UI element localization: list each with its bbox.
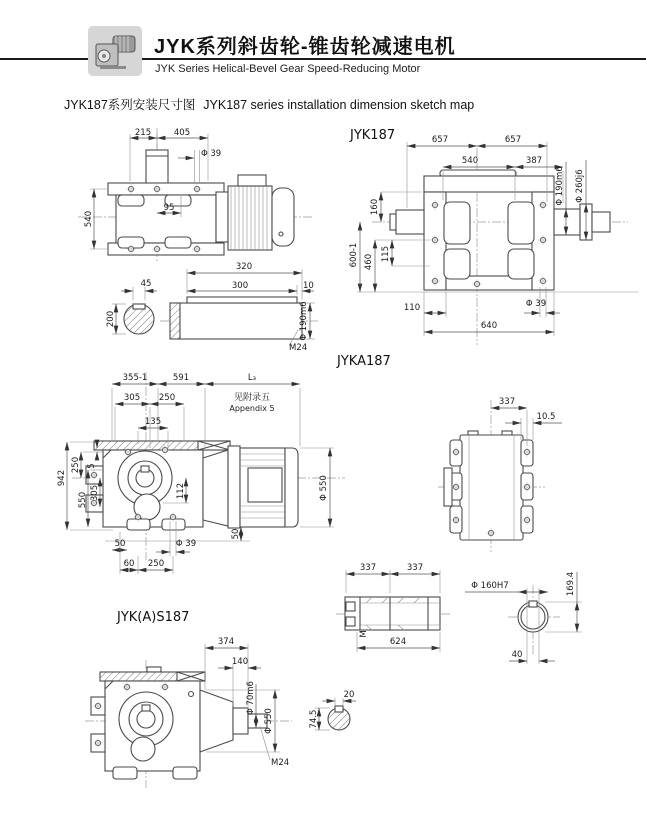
dim-label: 95 — [163, 203, 175, 213]
dim-label: 160 — [370, 198, 380, 216]
dim-label: 250 — [71, 456, 81, 474]
thread-label: M24 — [289, 343, 308, 353]
dim-label: 600-1 — [349, 242, 359, 268]
dim-label: 200 — [106, 310, 116, 328]
dim-label: 374 — [217, 637, 235, 647]
dim-label: Φ 70m6 — [246, 681, 256, 715]
section-heading-en: JYK187 series installation dimension sketch map — [203, 98, 475, 112]
dim-label: 624 — [389, 637, 407, 647]
dim-label: 305 — [90, 484, 100, 502]
drawing-jyka187 — [57, 354, 391, 574]
dim-label: 337 — [406, 563, 424, 573]
dim-label: 540 — [461, 156, 479, 166]
page-subtitle: JYK Series Helical-Bevel Gear Speed-Reducing Motor — [155, 63, 421, 75]
drawing-title: JYK(A)S187 — [117, 610, 190, 625]
dim-label: Φ 190m6 — [555, 166, 565, 206]
drawing-rear-view — [438, 397, 562, 552]
dim-label: 387 — [525, 156, 543, 166]
dim-label: 10.5 — [536, 412, 556, 422]
thread-label: M — [359, 630, 369, 638]
thread-label: M24 — [271, 758, 290, 768]
dim-label: 540 — [84, 210, 94, 228]
dim-label: 300 — [231, 281, 249, 291]
dim-label: 657 — [431, 135, 449, 145]
dim-label: 337 — [498, 397, 516, 407]
dim-label: 74.5 — [309, 709, 319, 729]
appendix-note-zh: 见附录五 — [233, 393, 271, 403]
dim-label: 337 — [359, 563, 377, 573]
dim-label: Φ 190m6 — [299, 301, 309, 341]
dim-label: 40 — [511, 650, 523, 660]
drawing-key-detail — [309, 690, 356, 730]
dim-label: 942 — [57, 469, 67, 487]
dim-label: 140 — [231, 657, 249, 667]
drawing-side-view — [78, 128, 312, 262]
drawing-shaft-assembly — [336, 563, 582, 664]
dim-label: Φ 260j6 — [575, 169, 585, 203]
dim-label: 405 — [173, 128, 191, 138]
drawing-title: JYKA187 — [337, 354, 391, 369]
dim-label: 460 — [364, 253, 374, 271]
dim-label: 640 — [480, 321, 498, 331]
dim-label: 169.4 — [566, 571, 576, 597]
drawing-jyk187 — [349, 128, 638, 345]
drawing-jykas187 — [85, 610, 292, 788]
dim-label: 657 — [504, 135, 522, 145]
dim-label: 112 — [176, 482, 186, 500]
dim-label: Φ 39 — [525, 299, 547, 309]
dim-label: Φ 160H7 — [471, 581, 509, 591]
dim-label: 135 — [144, 417, 162, 427]
dim-label: Φ 39 — [175, 539, 197, 549]
dim-label: Φ 39 — [201, 149, 222, 159]
dim-label: 355-1 — [122, 373, 148, 383]
dim-label: 305 — [123, 393, 141, 403]
dim-label: 20 — [343, 690, 355, 700]
dim-label: 550 — [78, 491, 88, 509]
dim-label: 215 — [134, 128, 152, 138]
dim-label: 115 — [381, 245, 391, 263]
appendix-note-en: Appendix 5 — [229, 404, 275, 413]
dim-label: 50 — [231, 528, 241, 540]
dim-label: 5 — [87, 463, 97, 469]
drawing-shaft-detail — [106, 262, 318, 353]
dim-label: Φ 550 — [264, 708, 274, 734]
dim-label: L₃ — [247, 373, 257, 383]
dim-label: 45 — [140, 279, 152, 289]
dim-label: 250 — [147, 559, 165, 569]
page-title: JYK系列斜齿轮-锥齿轮减速电机 — [154, 36, 456, 58]
dim-label: 320 — [235, 262, 253, 272]
dim-label: 60 — [123, 559, 135, 569]
drawing-title: JYK187 — [350, 128, 396, 143]
dim-label: 250 — [158, 393, 176, 403]
section-heading-zh: JYK187系列安装尺寸图 — [64, 98, 196, 112]
dim-label: 110 — [403, 303, 421, 313]
dim-label: Φ 550 — [319, 475, 329, 501]
dim-label: 10 — [303, 281, 314, 291]
dim-label: 50 — [114, 539, 126, 549]
dim-label: 591 — [172, 373, 190, 383]
